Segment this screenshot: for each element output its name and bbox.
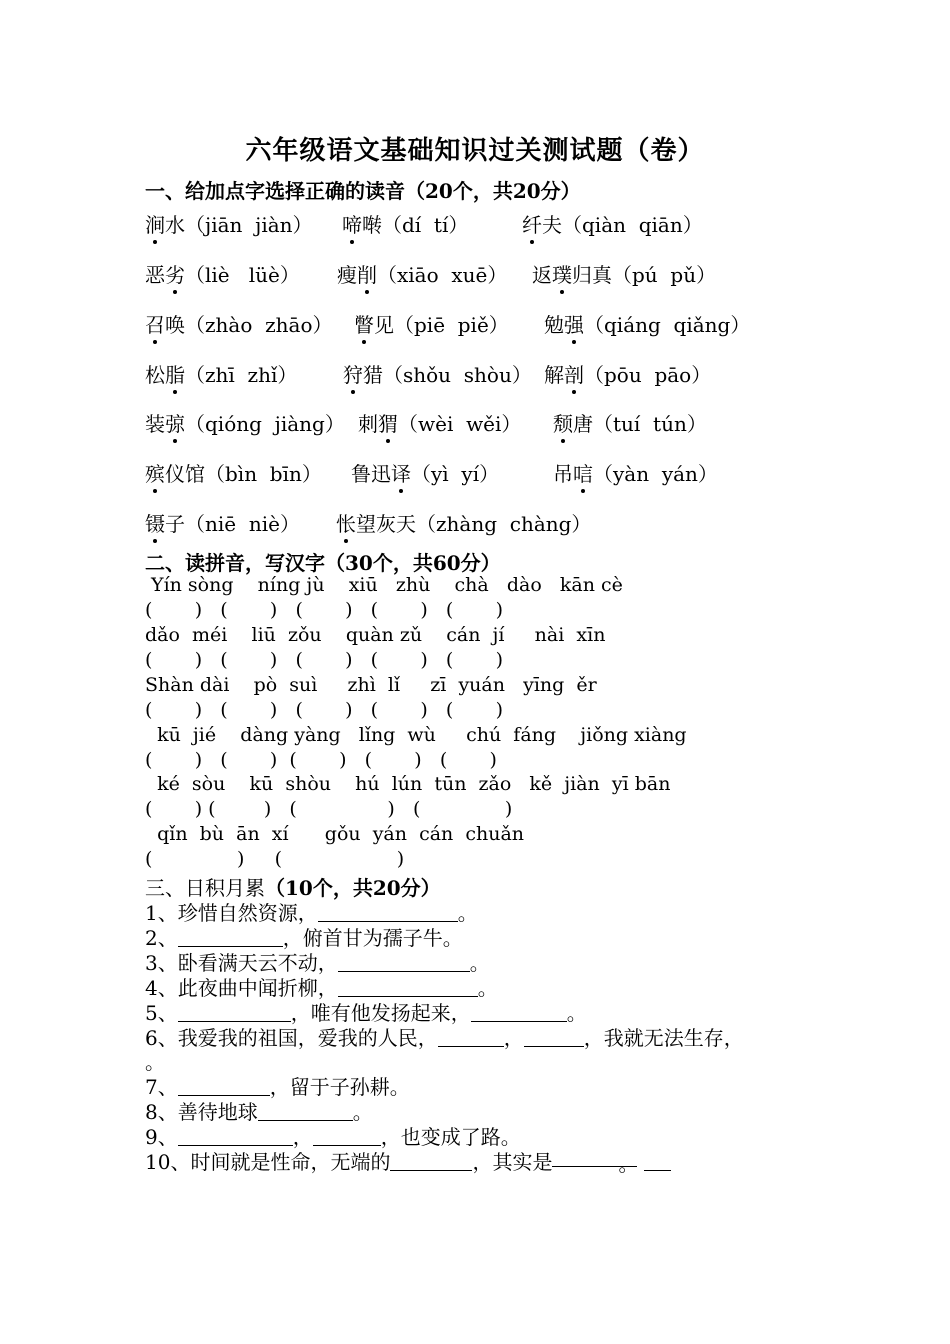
answer-blank[interactable] — [178, 928, 283, 947]
pronunciation-item: 涧水（jiān jiàn） — [145, 209, 313, 238]
pronunciation-item: 颓唐（tuí tún） — [553, 408, 707, 437]
pinyin-line: Yín sòng níng jù xiū zhù chà dào kān cè — [145, 574, 623, 596]
pronunciation-item: 松脂（zhī zhǐ） — [145, 359, 297, 388]
fill-item-4: 4、此夜曲中闻折柳， 。 — [145, 976, 498, 1000]
fill-item-5: 5、 ，唯有他发扬起来， 。 — [145, 1001, 587, 1025]
answer-blank[interactable] — [338, 978, 478, 997]
pronunciation-item: 瘦削（xiāo xuē） — [337, 259, 507, 288]
answer-brackets[interactable]: ( ) ( ) ( ) ( ) ( ) — [145, 599, 503, 621]
answer-blank[interactable] — [178, 1077, 270, 1096]
answer-blank[interactable] — [178, 1003, 291, 1022]
pronunciation-item: 啼啭（dí tí） — [342, 209, 468, 238]
fill-item-6-cont: 。 — [145, 1050, 165, 1074]
answer-brackets[interactable]: ( ) ( ) ( ) ( ) ( ) — [145, 699, 503, 721]
pronunciation-item: 吊唁（yàn yán） — [553, 458, 718, 487]
pronunciation-item: 狩猎（shǒu shòu） — [343, 359, 532, 388]
answer-blank[interactable] — [471, 1003, 567, 1022]
pronunciation-item: 镊子（niē niè） — [145, 508, 300, 537]
answer-brackets[interactable]: ( ) ( ) ( ) ( ) — [145, 798, 513, 820]
fill-item-2: 2、 ，俯首甘为孺子牛。 — [145, 926, 463, 950]
answer-brackets[interactable]: ( ) ( ) — [145, 848, 405, 870]
section3-heading: 三、日积月累（10个，共20分） — [145, 876, 441, 900]
answer-blank[interactable]: 。 — [552, 1148, 637, 1167]
pronunciation-item: 瞥见（piē piě） — [354, 309, 509, 338]
pronunciation-item: 勉强（qiáng qiǎng） — [544, 309, 750, 338]
answer-blank[interactable] — [318, 903, 458, 922]
answer-blank[interactable] — [524, 1028, 584, 1047]
answer-brackets[interactable]: ( ) ( ) ( ) ( ) ( ) — [145, 649, 503, 671]
answer-blank[interactable] — [313, 1127, 381, 1146]
pinyin-line: qǐn bù ān xí gǒu yán cán chuǎn — [145, 823, 525, 845]
fill-item-3: 3、卧看满天云不动， 。 — [145, 951, 490, 975]
fill-item-10: 10、时间就是性命，无端的 ，其实是 。 — [145, 1146, 671, 1175]
pronunciation-item: 怅望灰天（zhàng chàng） — [336, 508, 591, 537]
answer-blank[interactable] — [390, 1152, 472, 1171]
answer-blank[interactable] — [178, 1127, 293, 1146]
page-title: 六年级语文基础知识过关测试题（卷） — [245, 136, 705, 166]
fill-item-1: 1、珍惜自然资源， 。 — [145, 901, 478, 925]
pronunciation-item: 解剖（pōu pāo） — [544, 359, 711, 388]
pronunciation-item: 召唤（zhào zhāo） — [145, 309, 332, 338]
fill-item-8: 8、善待地球 。 — [145, 1100, 373, 1124]
pronunciation-item: 鲁迅译（yì yí） — [351, 458, 499, 487]
pronunciation-item: 刺猬（wèi wěi） — [358, 408, 521, 437]
pinyin-line: ké sòu kū shòu hú lún tūn zǎo kě jiàn yī bān — [145, 773, 671, 795]
fill-item-7: 7、 ，留于子孙耕。 — [145, 1075, 410, 1099]
pinyin-line: dǎo méi liū zǒu quàn zǔ cán jí nài xīn — [145, 624, 606, 646]
section1-heading: 一、给加点字选择正确的读音（20个，共20分） — [145, 179, 581, 203]
pinyin-line: Shàn dài pò suì zhì lǐ zī yuán yīng ěr — [145, 674, 597, 696]
answer-blank[interactable] — [338, 953, 470, 972]
pronunciation-item: 恶劣（liè lüè） — [145, 259, 300, 288]
pronunciation-item: 装弶（qióng jiàng） — [145, 408, 345, 437]
section2-heading: 二、读拼音，写汉字（30个，共60分） — [145, 551, 501, 575]
fill-item-9: 9、 ， ，也变成了路。 — [145, 1125, 521, 1149]
pronunciation-item: 殡仪馆（bìn bīn） — [145, 458, 322, 487]
answer-brackets[interactable]: ( ) ( ) ( ) ( ) ( ) — [145, 749, 497, 771]
answer-blank[interactable] — [258, 1102, 353, 1121]
answer-blank[interactable] — [644, 1152, 671, 1171]
answer-blank[interactable] — [438, 1028, 504, 1047]
pronunciation-item: 纤夫（qiàn qiān） — [522, 209, 703, 238]
pronunciation-item: 返璞归真（pú pǔ） — [532, 259, 716, 288]
fill-item-6: 6、我爱我的祖国，爱我的人民， ， ，我就无法生存， — [145, 1026, 744, 1050]
pinyin-line: kū jié dàng yàng lǐng wù chú fáng jiǒng xiàng — [145, 724, 687, 746]
